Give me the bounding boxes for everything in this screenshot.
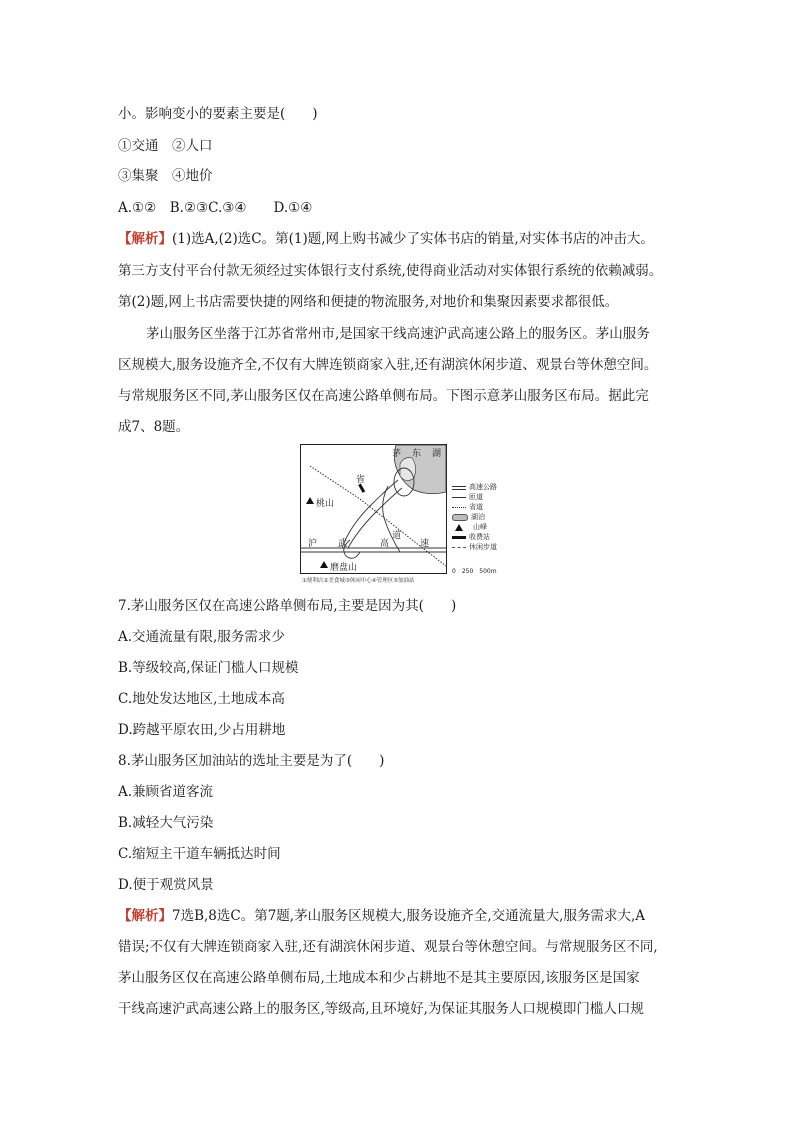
q7-option-c: C.地处发达地区,土地成本高 bbox=[118, 691, 285, 707]
passage-line-3: 与常规服务区不同,茅山服务区仅在高速公路单侧布局。下图示意茅山服务区布局。据此完 bbox=[118, 388, 649, 404]
lake-label-3: 湖 bbox=[432, 449, 442, 459]
legend-label: 高速公路 bbox=[469, 483, 497, 491]
passage-line-2: 区规模大,服务设施齐全,不仅有大牌连锁商家入驻,还有湖滨休闲步道、观景台等休憩空间。 bbox=[118, 357, 658, 373]
legend-label: 省道 bbox=[469, 503, 483, 511]
map-legend bbox=[452, 482, 522, 552]
analysis-tag: 【解析】 bbox=[118, 908, 172, 924]
walkway-symbol-icon bbox=[452, 547, 466, 548]
passage-line-4: 成7、8题。 bbox=[118, 419, 190, 435]
legend-label: 休闲步道 bbox=[469, 543, 497, 551]
q8-option-a: A.兼顾省道客流 bbox=[118, 784, 214, 800]
highway-symbol-icon bbox=[452, 486, 466, 490]
analysis-text: 7选B,8选C。第7题,茅山服务区规模大,服务设施齐全,交通流量大,服务需求大,A bbox=[172, 908, 646, 924]
analysis-2-line-1 bbox=[118, 906, 645, 926]
provincial-road-label: 省 bbox=[356, 475, 366, 485]
legend-row bbox=[452, 482, 522, 492]
road-label: 道 bbox=[392, 531, 402, 541]
q7-option-d: D.跨越平原农田,少占用耕地 bbox=[118, 722, 286, 738]
toll-station-symbol-icon bbox=[452, 536, 466, 539]
q8-option-d: D.便于观赏风景 bbox=[118, 877, 214, 893]
question-tail: 小。影响变小的要素主要是( ) bbox=[118, 106, 318, 122]
analysis-2-line-3: 茅山服务区仅在高速公路单侧布局,土地成本和少占耕地不是其主要原因,该服务区是国家 bbox=[118, 970, 640, 986]
ramp-symbol-icon bbox=[452, 497, 466, 498]
q8-option-c: C.缩短主干道车辆抵达时间 bbox=[118, 846, 281, 862]
analysis-text: (1)选A,(2)选C。第(1)题,网上购书减少了实体书店的销量,对实体书店的冲击大。 bbox=[172, 231, 654, 247]
analysis-2-line-2: 错误;不仅有大牌连锁商家入驻,还有湖滨休闲步道、观景台等休憩空间。与常规服务区不同, bbox=[118, 939, 658, 955]
map-scale: 0 250 500m bbox=[452, 568, 497, 575]
legend-row bbox=[452, 492, 522, 502]
q6-options-row2: ③集聚 ④地价 bbox=[118, 168, 213, 184]
legend-label: 收费站 bbox=[469, 533, 490, 541]
analysis-2-line-4: 干线高速沪武高速公路上的服务区,等级高,且环境好,为保证其服务人口规模即门槛人口规 bbox=[118, 1001, 644, 1017]
q7-stem: 7.茅山服务区仅在高速公路单侧布局,主要是因为其( ) bbox=[118, 598, 457, 614]
highway-char-2: 武 bbox=[338, 539, 348, 549]
analysis-1-line-3: 第(2)题,网上书店需要快捷的网络和便捷的物流服务,对地价和集聚因素要求都很低。 bbox=[118, 294, 619, 310]
peak-label-taoshan: 桃山 bbox=[316, 499, 335, 509]
q6-choices: A.①② B.②③C.③④ D.①④ bbox=[118, 200, 313, 216]
legend-label: 湖泊 bbox=[471, 513, 485, 521]
q6-options-row1: ①交通 ②人口 bbox=[118, 138, 213, 154]
highway-char-3: 高 bbox=[380, 539, 390, 549]
analysis-tag: 【解析】 bbox=[118, 231, 172, 247]
highway-char-4: 速 bbox=[420, 539, 430, 549]
highway-char-1: 沪 bbox=[308, 539, 318, 549]
passage-line-1: 茅山服务区坐落于江苏省常州市,是国家干线高速沪武高速公路上的服务区。茅山服务 bbox=[146, 326, 650, 342]
q7-option-a: A.交通流量有限,服务需求少 bbox=[118, 629, 285, 645]
provincial-road-symbol-icon bbox=[452, 507, 466, 508]
legend-row bbox=[452, 502, 522, 512]
lake-label-2: 东 bbox=[412, 449, 422, 459]
analysis-1-line-2: 第三方支付平台付款无须经过实体银行支付系统,使得商业活动对实体银行系统的依赖减弱。 bbox=[118, 263, 663, 279]
map-caption: ①便利店②美食城③休闲中心④管理区⑤加油站 bbox=[302, 578, 415, 584]
q7-option-b: B.等级较高,保证门槛人口规模 bbox=[118, 660, 299, 676]
peak-label-mopanshan: 磨盘山 bbox=[330, 563, 358, 573]
peak-symbol-icon bbox=[455, 524, 463, 531]
q8-option-b: B.减轻大气污染 bbox=[118, 815, 214, 831]
legend-label: 山峰 bbox=[473, 523, 487, 531]
legend-label: 匝道 bbox=[469, 493, 483, 501]
legend-row bbox=[452, 512, 522, 522]
q8-stem: 8.茅山服务区加油站的选址主要是为了( ) bbox=[118, 753, 385, 769]
legend-row bbox=[452, 522, 522, 532]
legend-row bbox=[452, 532, 522, 542]
legend-row bbox=[452, 542, 522, 552]
analysis-1-line-1 bbox=[118, 229, 654, 249]
lake-symbol-icon bbox=[452, 514, 468, 521]
lake-label-1: 茅 bbox=[392, 449, 402, 459]
